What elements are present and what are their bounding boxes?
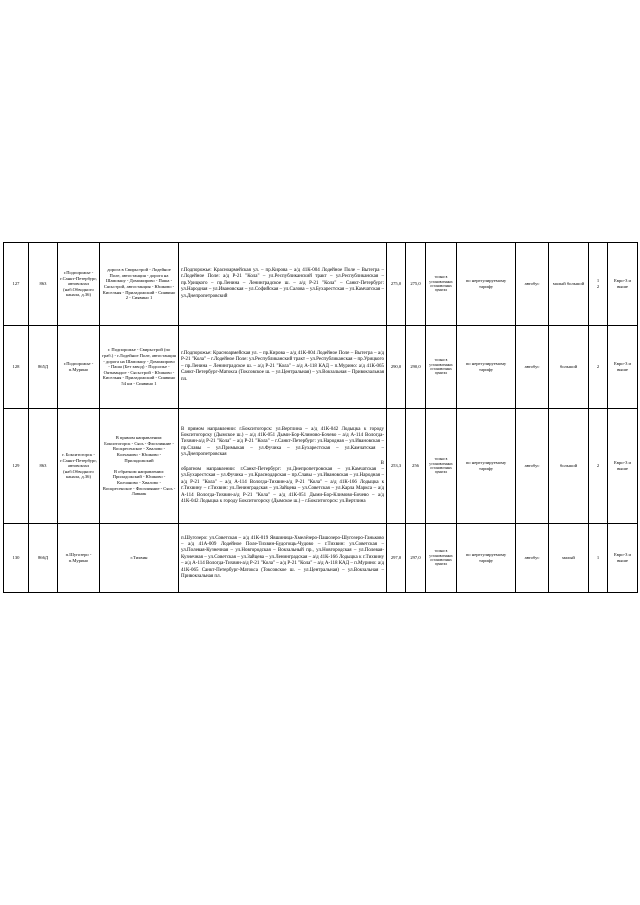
route-endpoints: г. Бокситогорск - г.Санкт-Петербург, автовокзал (наб.Обводного канала, д.36) — [58, 409, 100, 524]
eco-class: Евро-3 и выше — [608, 524, 638, 593]
row-number: 128 — [4, 326, 29, 409]
vehicle-class: большой — [549, 326, 589, 409]
vehicle-count: 2 — [589, 409, 608, 524]
row-number: 127 — [4, 243, 29, 326]
eco-class: Евро-3 и выше — [608, 409, 638, 524]
route-path-reverse-prefix: В — [380, 460, 384, 466]
intermediate-stops: г. Подпорожье - Свирьстрой (по граб.) - г.Лодейное Поле, автостанция - дорога на Шамокшу - Доможирово - Паша (Бет завод) - Подсопье - Оятьвандое - Сясьстрой - Юшково - Кисельня - Приладожский - Сиявино 54 км - Сиявино 1 — [100, 326, 179, 409]
vehicle-count: 1 — [589, 524, 608, 593]
table-row — [4, 409, 638, 524]
vehicle-type: автобус — [516, 524, 549, 593]
route-length-forward: 297,0 — [387, 524, 406, 593]
route-length-forward: 253,3 — [387, 409, 406, 524]
stop-order: только в установленных остановочных пунктах — [426, 524, 457, 593]
route-number: 865Д — [29, 326, 58, 409]
tariff: по нерегулируемому тарифу — [457, 243, 516, 326]
vehicle-class: большой — [549, 409, 589, 524]
vehicle-class: малый большой — [549, 243, 589, 326]
eco-class: Евро-3 и выше — [608, 243, 638, 326]
intermediate-stops: В прямом направлении: Бокситогорск - Сясь - Флоэлияние - Воскресенское - Хвалово - Колчаново - Юшково - Приладожский В обратном направлении: Приладожский - Юшково - Колчаново - Хвалово - Воскресенское - Флоэлияние - Сясь - Лавник — [100, 409, 179, 524]
stop-order: только в установленных остановочных пунктах — [426, 326, 457, 409]
route-length-reverse: 290,0 — [406, 326, 426, 409]
route-length-forward: 290,0 — [387, 326, 406, 409]
vehicle-type: автобус — [516, 326, 549, 409]
tariff: по нерегулируемому тарифу — [457, 524, 516, 593]
stop-order: только в установленных остановочных пунктах — [426, 409, 457, 524]
route-number: 866Д — [29, 524, 58, 593]
intermediate-stops: г.Тихвин — [100, 524, 179, 593]
eco-class: Евро-3 и выше — [608, 326, 638, 409]
route-path-reverse: обратном направлении: г.Санкт-Петербург: ул.Днепропетровская – ул.Камчатская – ул.Бухарестская – ул.Фучика – ул.Краснодарская – пр.Славы – ул.Ивановская – ул.Народная – а/д Р-21 "Кола" – а/д А-114 Вологда-Тихвин-а/д Р-21 "Кола" – а/д 41К-166 Лодыцка к г.Тихвину – г.Тихвин: ул.Ленинградская – ул.Зайцева – ул.Советская – ул.Карла Маркса – а/д А-114 Вологда-Тихвин-а/д Р-21 "Кола" – а/д 41К-051 Дыми-Бор-Климово-Бочево – а/д 41К-042 Лодыцка к городу Бокситогорску (Дымское ш.) – г.Бокситогорск: ул.Вертлина — [181, 467, 384, 504]
route-length-reverse: 256 — [406, 409, 426, 524]
vehicle-class: малый — [549, 524, 589, 593]
route-path-forward: В прямом направлении: г.Бокситогорск: ул.Вертлина – а/д 41К-042 Лодыцка к городу Бокситогорску (Дымское ш.) – а/д 41К-051 Дыми-Бор-Климово-Бочево – а/д А-114 Вологда-Тихвин-а/д Р-21 "Кола" – а/д Р-21 "Кола" – г.Санкт-Петербург: ул.Народная – ул.Ивановская – пр.Славы – ул.Примыкая – ул.Фучика – ул.Бухарестская – ул.Камчатская – ул.Днепропетровская — [181, 426, 384, 458]
routes-table — [3, 242, 638, 593]
table-row — [4, 243, 638, 326]
route-endpoints: г.Подпорожье - п.Мурино — [58, 326, 100, 409]
route-endpoints: п.Шугозеро - п.Мурино — [58, 524, 100, 593]
route-number: 863 — [29, 409, 58, 524]
tariff: по нерегулируемому тарифу — [457, 409, 516, 524]
row-number: 130 — [4, 524, 29, 593]
vehicle-type: автобус — [516, 409, 549, 524]
route-number: 863 — [29, 243, 58, 326]
table-row — [4, 524, 638, 593]
vehicle-count: 1 2 — [589, 243, 608, 326]
route-path: г.Подпорожье: Красноармейская ул. – пр.Кирова – а/д 41К-004 Лодейное Поле – Вытегра – а/д Р-21 "Кола" – г.Лодейное Поле: ул.Республиканский тракт – ул.Республиканская – пр.Урицкого – пр.Ленина – Ленинградское ш. – а/д Р-21 "Кола" – а/д А-118 КАД – п.Мурино: а/д 41К-065 Санкт-Петербург-Матокса (Токсовское ш. – ул.Центральная) – ул.Вокзальная – Привокзальная пл. — [179, 326, 387, 409]
intermediate-stops: дорога в Свирьстрой - Лодейное Поле, автостанция - дорога на Шамокшу - Доможирово - Паша - Сясьстрой, автостанция - Юшково - Кисельня - Приладожский - Сиявино 2 - Сиявино 1 — [100, 243, 179, 326]
route-length-forward: 275,0 — [387, 243, 406, 326]
stop-order: только в установленных остановочных пунктах — [426, 243, 457, 326]
route-path: п.Шугозеро: ул.Советская – а/д 41К-019 Явшиница-Хмелёзеро-Пашозеро-Шугозеро-Ганьково – а/д 41А-009 Лодейное Поле-Тихвин-Будогощь-Чудово – г.Тихвин: ул.Советская – ул.Полевая-Кузнечная – ул.Новгородская – Вокзальный пр., ул.Новгородская – ул.Полевая-Кузнечная – ул.Советская – ул.Зайцева – ул.Ленинградская – а/д 41К-166 Лодыцка к г.Тихвину – а/д А-114 Вологда-Тихвин-а/д Р-21 "Кола" – а/д Р-21 "Кола" – а/д А-118 КАД – п.Мурино: а/д 41К-065 Санкт-Петербург-Матокса (Токсовское ш. – ул.Центральная) – ул.Вокзальная – Привокзальная пл. — [179, 524, 387, 593]
route-path: г.Подпорожье: Красноармейская ул. – пр.Кирова – а/д 41К-004 Лодейное Поле – Вытегра – г.Лодейное Поле: а/д Р-21 "Кола" – ул.Республиканский тракт – ул.Республиканская – пр.Урицкого – пр.Ленина – Ленинградское ш. – а/д Р-21 "Кола" – Санкт-Петербург: ул.Народная – ул.Ивановская – ул.Софийская – ул.Салова – ул.Бухарестская – ул.Камчатская – ул.Днепропетровский — [179, 243, 387, 326]
route-length-reverse: 297,0 — [406, 524, 426, 593]
vehicle-type: автобус — [516, 243, 549, 326]
route-length-reverse: 275,0 — [406, 243, 426, 326]
table-row — [4, 326, 638, 409]
vehicle-count: 2 — [589, 326, 608, 409]
route-path — [179, 409, 387, 524]
row-number: 129 — [4, 409, 29, 524]
tariff: по нерегулируемому тарифу — [457, 326, 516, 409]
route-endpoints: г.Подпорожье - г.Санкт-Петербург, автовокзал (наб.Обводного канала, д.36) — [58, 243, 100, 326]
